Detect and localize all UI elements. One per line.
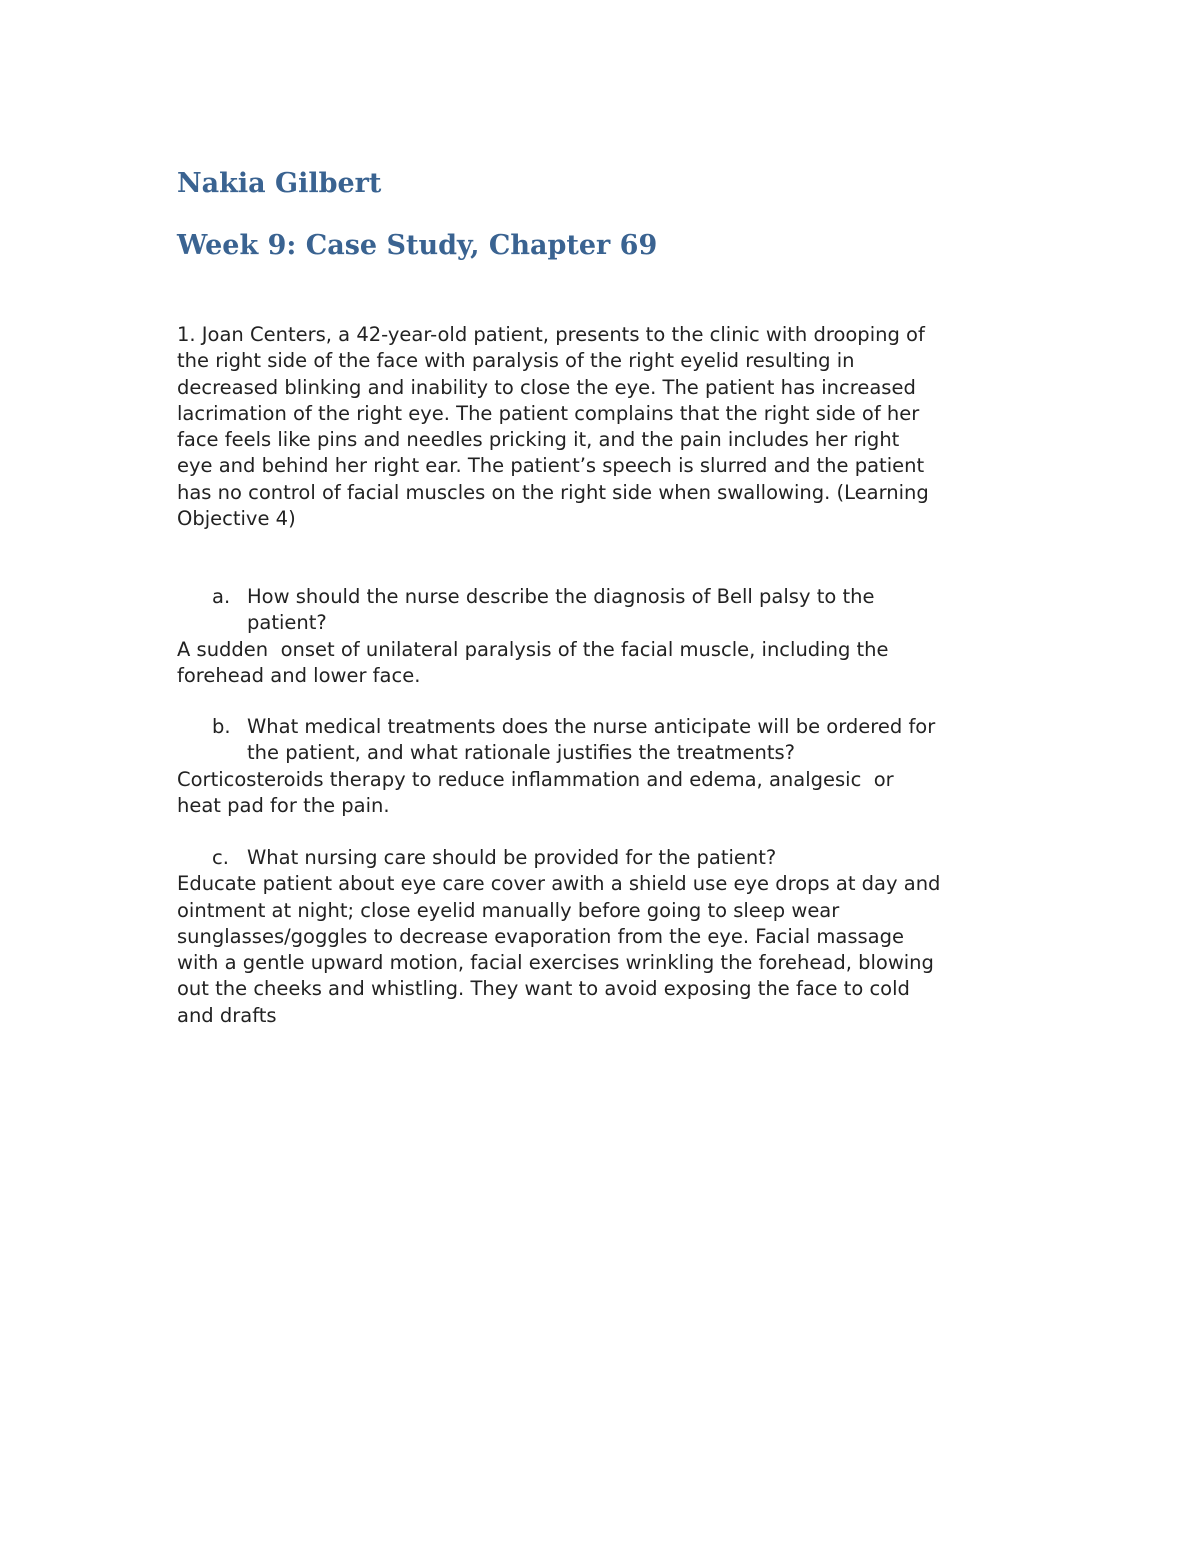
question-c-prompt (177, 845, 1037, 871)
answer-line: forehead and lower face. (177, 663, 421, 687)
question-c (177, 845, 1037, 1029)
case-line: decreased blinking and inability to close the eye. The patient has increased (177, 375, 916, 399)
question-marker: c. (212, 846, 229, 869)
answer-line: Educate patient about eye care cover awith a shield use eye drops at day and (177, 872, 941, 896)
question-line: What medical treatments does the nurse anticipate will be ordered for (247, 715, 936, 738)
document-title: Week 9: Case Study, Chapter 69 (177, 230, 658, 261)
question-text (247, 584, 1037, 637)
question-a-prompt (177, 584, 1037, 637)
answer-line: sunglasses/goggles to decrease evaporation from the eye. Facial massage (177, 924, 904, 948)
case-line: face feels like pins and needles pricking it, and the pain includes her right (177, 428, 900, 452)
question-line: What nursing care should be provided for the patient? (247, 846, 777, 869)
answer-line: heat pad for the pain. (177, 793, 390, 817)
case-line: lacrimation of the right eye. The patient complains that the right side of her (177, 401, 920, 425)
answer-line: A sudden onset of unilateral paralysis of the facial muscle, including the (177, 637, 889, 661)
question-a (177, 584, 1037, 689)
author-name: Nakia Gilbert (177, 168, 382, 199)
question-line: How should the nurse describe the diagnosis of Bell palsy to the (247, 585, 875, 608)
case-description (177, 322, 1037, 532)
answer-line: and drafts (177, 1003, 277, 1027)
question-b-prompt (177, 714, 1037, 767)
answer-line: Corticosteroids therapy to reduce inflammation and edema, analgesic or (177, 767, 894, 791)
answer-b (177, 767, 1037, 820)
answer-c (177, 871, 1037, 1029)
question-text (247, 845, 1037, 871)
answer-line: ointment at night; close eyelid manually before going to sleep wear (177, 898, 840, 922)
question-line: patient? (247, 611, 327, 635)
case-line: the right side of the face with paralysis of the right eyelid resulting in (177, 349, 855, 373)
case-line: eye and behind her right ear. The patient’s speech is slurred and the patient (177, 454, 925, 478)
question-marker: b. (212, 715, 231, 738)
question-text (247, 714, 1037, 767)
question-b (177, 714, 1037, 819)
case-line: Objective 4) (177, 507, 296, 531)
answer-line: with a gentle upward motion, facial exercises wrinkling the forehead, blowing (177, 951, 934, 975)
case-line: 1. Joan Centers, a 42-year-old patient, presents to the clinic with drooping of (177, 323, 925, 346)
case-line: has no control of facial muscles on the right side when swallowing. (Learning (177, 480, 929, 504)
question-marker: a. (212, 585, 231, 608)
question-line: the patient, and what rationale justifies the treatments? (247, 741, 796, 765)
answer-a (177, 637, 1037, 690)
answer-line: out the cheeks and whistling. They want to avoid exposing the face to cold (177, 977, 910, 1001)
